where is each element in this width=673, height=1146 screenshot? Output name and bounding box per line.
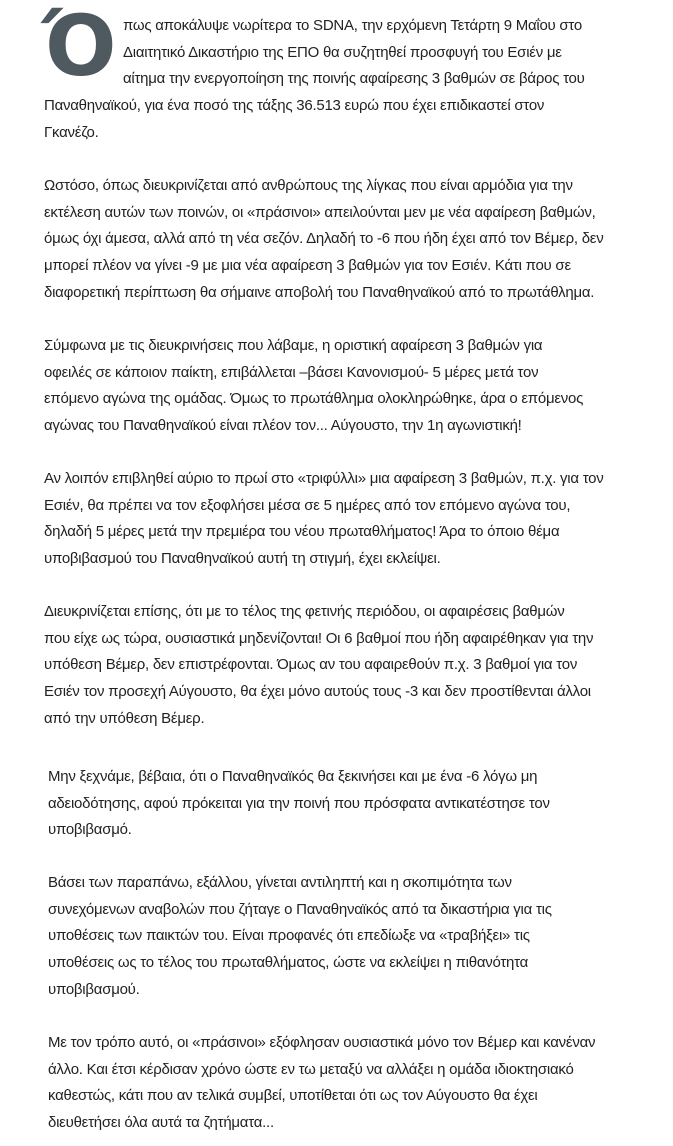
paragraph-1-rest: Παναθηναϊκού, για ένα ποσό της τάξης 36.513 ευρώ που έχει επιδικαστεί στον Γκανέζο.	[44, 97, 545, 141]
paragraph-8: Με τον τρόπο αυτό, οι «πράσινοι» εξόφλησαν ουσιαστικά μόνο τον Βέμερ και κανέναν άλλο. Και έτσι κέρδισαν χρόνο ώστε εν τω μεταξύ να αλλάξει η ομάδα ιδιοκτησιακό καθεστώς, κάτι που αν τελικά συμβεί, υποτίθεται ότι ως τον Αύγουστο θα έχει διευθετήσει όλα αυτά τα ζητήματα...	[48, 1034, 596, 1132]
paragraph-1-lead: πως αποκάλυψε νωρίτερα το SDNA, την ερχόμενη Τετάρτη 9 Μαΐου στο Διαιτητικό Δικαστήριο της ΕΠΟ θα συζητηθεί προσφυγή του Εσιέν με αίτημα την ενεργοποίηση της ποινής αφαίρεσης 3 βαθμών σε βάρος του	[123, 17, 585, 88]
paragraph-7: Βάσει των παραπάνω, εξάλλου, γίνεται αντιληπτή και η σκοπιμότητα των συνεχόμενων αναβολών που ζήταγε ο Παναθηναϊκός από τα δικαστήρια για τις υποθέσεις των παικτών του. Είναι προφανές ότι επεδίωξε να «τραβήξει» τις υποθέσεις ως το τέλος του πρωταθλήματος, ώστε να εκλείψει η πιθανότητα υποβιβασμού.	[48, 874, 552, 998]
paragraph-3: Σύμφωνα με τις διευκρινήσεις που λάβαμε, η οριστική αφαίρεση 3 βαθμών για οφειλές σε κάποιον παίκτη, επιβάλλεται –βάσει Κανονισμού- 5 μέρες μετά τον επόμενο αγώνα της ομάδας. Όμως το πρωτάθλημα ολοκληρώθηκε, άρα ο επόμενος αγώνας του Παναθηναϊκού είναι πλέον τον... Αύγουστο, την 1η αγωνιστική!	[44, 337, 584, 435]
paragraph-6: Μην ξεχνάμε, βέβαια, ότι ο Παναθηναϊκός θα ξεκινήσει και με ένα -6 λόγω μη αδειοδότησης, αφού πρόκειται για την ποινή που πρόσφατα αντικατέστησε τον υποβιβασμό.	[48, 768, 550, 839]
paragraph-2: Ωστόσο, όπως διευκρινίζεται από ανθρώπους της λίγκας που είναι αρμόδια για την εκτέλεση αυτών των ποινών, οι «πράσινοι» απειλούνται μεν με νέα αφαίρεση βαθμών, όμως όχι άμεσα, αλλά από τη νέα σεζόν. Δηλαδή το -6 που ήδη έχει από τον Βέμερ, δεν μπορεί πλέον να γίνει -9 με μια νέα αφαίρεση 3 βαθμών για τον Εσιέν. Κάτι που σε διαφορετική περίπτωση θα σήμαινε αποβολή του Παναθηναϊκού από το πρωτάθλημα.	[44, 177, 604, 301]
paragraph-5: Διευκρινίζεται επίσης, ότι με το τέλος της φετινής περιόδου, οι αφαιρέσεις βαθμών που είχε ως τώρα, ουσιαστικά μηδενίζονται! Οι 6 βαθμοί που ήδη αφαιρέθηκαν για την υπόθεση Βέμερ, δεν επιστρέφονται. Όμως αν του αφαιρεθούν π.χ. 3 βαθμοί για τον Εσιέν τον προσεχή Αύγουστο, θα έχει μόνο αυτούς τους -3 και δεν προστίθενται άλλοι από την υπόθεση Βέμερ.	[44, 603, 594, 727]
drop-cap: Ό	[42, 0, 113, 95]
paragraph-4: Αν λοιπόν επιβληθεί αύριο το πρωί στο «τριφύλλι» μια αφαίρεση 3 βαθμών, π.χ. για τον Εσιέν, θα πρέπει να τον εξοφλήσει μέσα σε 5 ημέρες από τον επόμενο αγώνα του, δηλαδή 5 μέρες μετά την πρεμιέρα του νέου πρωταθλήματος! Άρα το όποιο θέμα υποβιβασμού του Παναθηναϊκού αυτή τη στιγμή, έχει εκλείψει.	[44, 470, 604, 568]
